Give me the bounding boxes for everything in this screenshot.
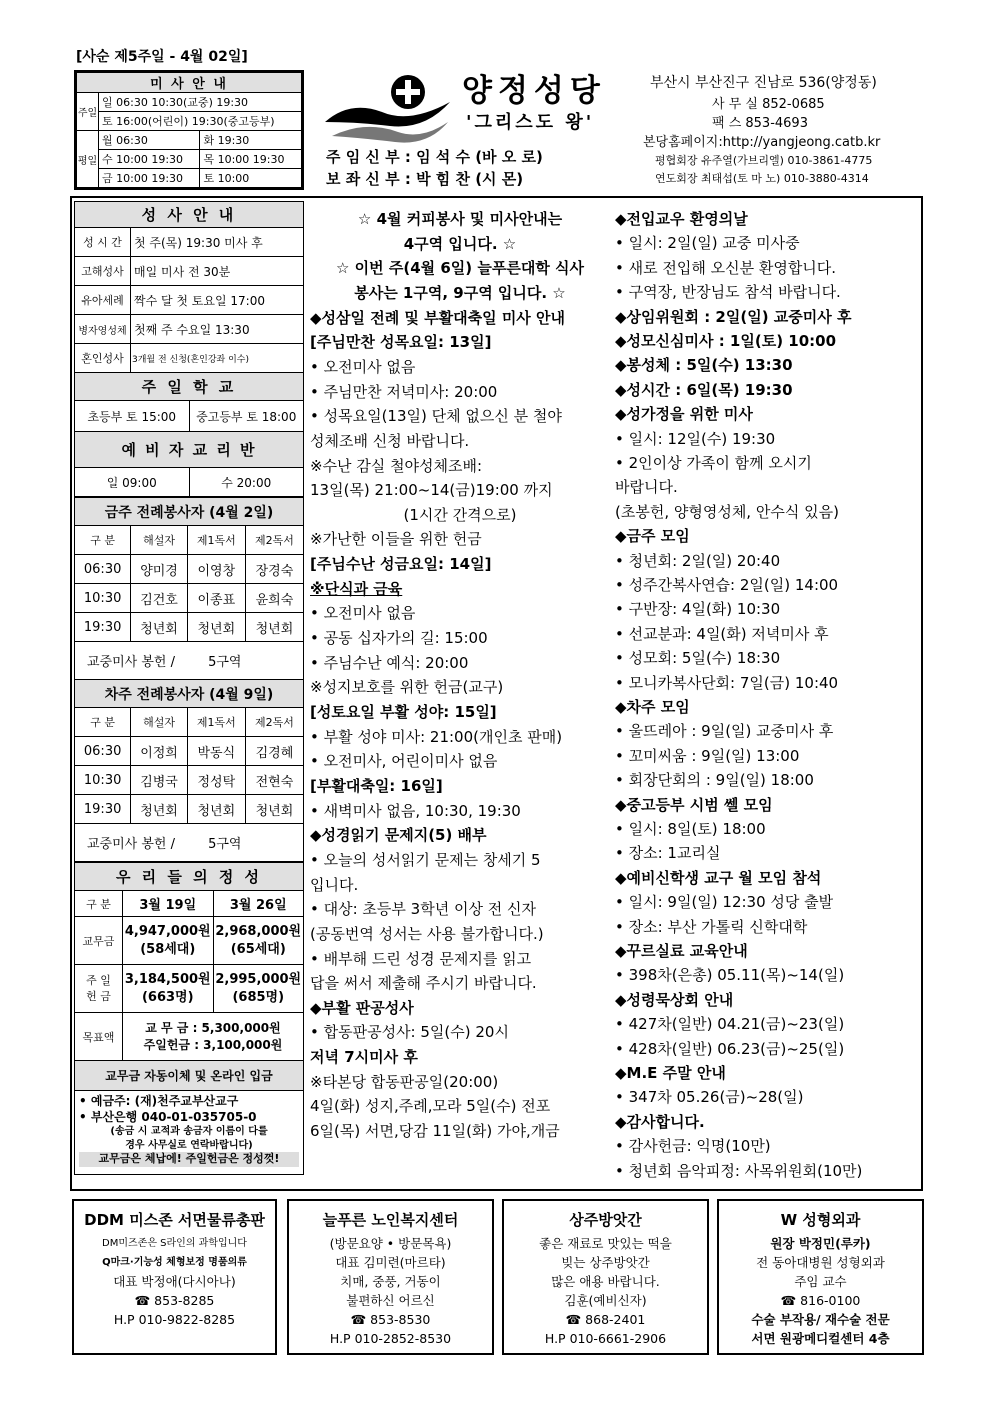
parish-subtitle: '그리스도 왕'	[466, 112, 595, 133]
advertisement	[287, 1199, 494, 1355]
servers-this-title: 금주 전례봉사자 (4월 2일)	[75, 498, 304, 526]
date-label: [사순 제5주일 - 4월 02일]	[76, 49, 248, 65]
offering-count: (663명)	[141, 989, 194, 1005]
fax: 팩 스 853-4693	[712, 116, 808, 131]
ad-line: ☎ 853-8530	[350, 1312, 431, 1327]
notice-line: [부활대축일: 16일]	[310, 776, 443, 795]
servers-header: 해설자	[131, 526, 188, 555]
advertisement	[502, 1199, 709, 1355]
table-row	[75, 737, 304, 766]
sunday-school-middle-high: 중고등부 토 18:00	[196, 409, 297, 424]
ad-line: 불편하신 어르신	[346, 1293, 435, 1308]
offering-label: 교무금	[75, 917, 123, 965]
ad-line: Q마크·기능성 체형보정 명품의류	[102, 1257, 247, 1268]
notice-line: ☆ 이번 주(4월 6일) 늘푸른대학 식사	[335, 259, 585, 278]
ad-line: 서면 원광메디컬센터 4층	[751, 1331, 890, 1346]
ad-line: ☎ 868-2401	[565, 1312, 646, 1327]
advertisement	[717, 1199, 924, 1355]
cell: 김경혜	[245, 737, 303, 766]
notice-line: ◆봉성체 : 5일(수) 13:30	[615, 356, 793, 375]
cell: 청년회	[245, 613, 303, 642]
offering-count: (58세대)	[140, 941, 196, 957]
ad-line: H.P 010-9822-8285	[113, 1312, 236, 1327]
weekday-thu: 목 10:00 19:30	[200, 150, 302, 169]
cell: 정성탁	[187, 766, 245, 795]
notice-line: 6일(목) 서면,당감 11일(화) 가야,개금	[310, 1122, 560, 1141]
sacrament-label: 혼인성사	[75, 344, 131, 373]
sunday-row-2: 토 16:00(어린이) 19:30(중고등부)	[99, 112, 302, 131]
notice-line: • 오전미사, 어린이미사 없음	[310, 752, 498, 771]
advertisement	[72, 1199, 277, 1355]
notice-line: • 선교분과: 4일(화) 저녁미사 후	[615, 624, 829, 643]
notice-line: • 구반장: 4일(화) 10:30	[615, 600, 781, 619]
notice-line: • 합동판공성사: 5일(수) 20시	[310, 1023, 509, 1042]
sunday-row-1: 일 06:30 10:30(교중) 19:30	[99, 93, 302, 112]
notice-line: ◆성삼일 전례 및 부활대축일 미사 안내	[310, 308, 565, 327]
catechumen-wednesday: 수 20:00	[221, 475, 272, 490]
ad-title: DDM 미스존 서면물류총판	[84, 1211, 265, 1229]
cell: 이정희	[131, 737, 188, 766]
offering-label: 주 일	[86, 974, 111, 988]
notice-line: 4구역 입니다. ☆	[403, 234, 517, 253]
mass-schedule-box	[74, 70, 304, 190]
servers-header: 제1독서	[187, 526, 245, 555]
notice-line: • 427차(일반) 04.21(금)~23(일)	[615, 1015, 845, 1034]
cell: 청년회	[187, 795, 245, 824]
notice-line: • 구역장, 반장님도 참석 바랍니다.	[615, 283, 841, 302]
address: 부산시 부산진구 진남로 536(양정동)	[650, 75, 877, 91]
notice-line: • 주님수난 예식: 20:00	[310, 653, 469, 672]
offering-header: 3월 19일	[123, 891, 214, 917]
notice-line: • 일시: 12일(수) 19:30	[615, 429, 776, 448]
notice-line: 바랍니다.	[615, 478, 678, 497]
sacrament-value: 짝수 달 첫 토요일 17:00	[131, 286, 304, 315]
notice-line: • 회장단회의 : 9일(일) 18:00	[615, 771, 814, 790]
notice-line: • 오전미사 없음	[310, 604, 416, 623]
chairman: 평협회장 유주열(가브리엘) 010-3861-4775	[655, 154, 873, 167]
cell: 청년회	[131, 795, 188, 824]
weekday-mon: 월 06:30	[99, 131, 200, 150]
ad-line: 전 동아대병원 성형외과	[756, 1255, 885, 1270]
offering-label: 헌 금	[86, 989, 111, 1003]
ad-line: 좋은 재료로 맛있는 떡을	[539, 1236, 672, 1251]
notice-line: [성토요일 부활 성야: 15일]	[310, 703, 497, 721]
cell: 김건호	[131, 584, 188, 613]
notice-line: • 배부해 드린 성경 문제지를 읽고	[310, 949, 532, 968]
offer-value: 5구역	[208, 655, 242, 670]
offering-title: 우 리 들 의 정 성	[75, 863, 304, 891]
cell: 전현숙	[245, 766, 303, 795]
ad-line: DM미즈존은 S라인의 과학입니다	[102, 1238, 247, 1249]
cell: 19:30	[75, 795, 131, 824]
sacrament-value: 첫 주(목) 19:30 미사 후	[131, 228, 304, 257]
offering-count: (685명)	[232, 989, 285, 1005]
offer-value: 5구역	[208, 837, 242, 852]
cell: 김병국	[131, 766, 188, 795]
table-row	[75, 555, 304, 584]
notice-line: ☆ 4월 커피봉사 및 미사안내는	[357, 210, 563, 228]
notice-line: [주님만찬 성목요일: 13일]	[310, 333, 492, 352]
cell: 청년회	[245, 795, 303, 824]
ad-line: H.P 010-2852-8530	[329, 1331, 452, 1346]
sunday-school-elementary: 초등부 토 15:00	[75, 401, 189, 431]
sunday-label: 주일	[77, 93, 99, 131]
offering-count: (65세대)	[230, 941, 286, 957]
notice-line: ◆감사합니다.	[615, 1112, 705, 1131]
notice-line: • 장소: 1교리실	[615, 844, 721, 863]
cell: 박동식	[187, 737, 245, 766]
ad-line: ☎ 853-8285	[134, 1293, 215, 1308]
notice-line: ◆성가정을 위한 미사	[615, 405, 753, 424]
notice-line: ◆중고등부 시범 쎌 모임	[615, 795, 773, 814]
ad-line: 많은 애용 바랍니다.	[551, 1274, 660, 1289]
notice-line: • 부활 성야 미사: 21:00(개인초 판매)	[310, 727, 563, 746]
notice-line: • 일시: 9일(일) 12:30 성당 출발	[615, 893, 834, 912]
cell: 양미경	[131, 555, 188, 584]
servers-header: 구 분	[75, 526, 131, 555]
notice-line: 답을 써서 제출해 주시기 바랍니다.	[310, 974, 537, 993]
cell: 장경숙	[245, 555, 303, 584]
notice-line: (1시간 간격으로)	[403, 505, 517, 524]
cell: 10:30	[75, 766, 131, 795]
ad-line: 대표 김미련(마르타)	[335, 1255, 446, 1270]
assistant-pastor: 보 좌 신 부 : 박 힘 찬 (시 몬)	[326, 170, 524, 188]
cell: 06:30	[75, 555, 131, 584]
bank-note: (송금 시 교적과 송금자 이름이 다를	[110, 1126, 268, 1138]
cell: 이종표	[187, 584, 245, 613]
cell: 이영창	[187, 555, 245, 584]
offering-value: 2,968,000원	[215, 923, 302, 939]
ad-line: H.P 010-6661-2906	[544, 1331, 667, 1346]
notice-line: ◆부활 판공성사	[310, 998, 414, 1017]
servers-header: 해설자	[131, 708, 188, 737]
servers-header: 제1독서	[187, 708, 245, 737]
catechumen-title: 예 비 자 교 리 반	[75, 432, 304, 468]
notice-line: • 모니카복사단회: 7일(금) 10:40	[615, 673, 839, 692]
notice-line: ◆금주 모임	[615, 527, 690, 546]
yeondo-chairman: 연도회장 최태섭(토 마 노) 010-3880-4314	[655, 172, 869, 185]
bank-note: 경우 사무실로 연락바랍니다)	[125, 1139, 253, 1151]
notice-line: • 장소: 부산 가톨릭 신학대학	[615, 917, 808, 936]
parish-logo-icon	[320, 72, 455, 147]
target-collection: 주일헌금 : 3,100,000원	[143, 1037, 283, 1052]
cell: 윤희숙	[245, 584, 303, 613]
servers-header: 제2독서	[245, 526, 303, 555]
notice-line: ※성지보호를 위한 헌금(교구)	[310, 678, 504, 697]
cell: 청년회	[187, 613, 245, 642]
servers-header: 제2독서	[245, 708, 303, 737]
ad-line: 주임 교수	[794, 1274, 847, 1289]
notice-line: • 성주간복사연습: 2일(일) 14:00	[615, 576, 839, 594]
ad-line: 치매, 중풍, 거동이	[340, 1274, 441, 1289]
target-tithe: 교 무 금 : 5,300,000원	[145, 1020, 281, 1035]
notice-line: ※단식과 금육	[310, 579, 403, 598]
ad-line: 빚는 상주방앗간	[561, 1255, 650, 1270]
notice-line: ※타본당 합동판공일(20:00)	[310, 1072, 499, 1091]
notice-line: (초봉헌, 양형영성체, 안수식 있음)	[615, 502, 839, 521]
mass-title: 미 사 안 내	[77, 73, 302, 93]
table-row	[75, 766, 304, 795]
table-row	[75, 795, 304, 824]
cell: 청년회	[131, 613, 188, 642]
notice-line: • 오전미사 없음	[310, 357, 416, 376]
notice-line: (공동번역 성서는 사용 불가합니다.)	[310, 924, 544, 943]
notice-line: 봉사는 1구역, 9구역 입니다. ☆	[354, 283, 566, 302]
notice-line: ◆성령묵상회 안내	[615, 990, 734, 1009]
ad-title: 상주방앗간	[569, 1211, 642, 1229]
weekday-label: 평일	[77, 131, 99, 188]
parish-name: 양정성당	[462, 73, 606, 109]
notice-line: • 울뜨레아 : 9일(일) 교중미사 후	[615, 722, 834, 741]
ad-title: 늘푸른 노인복지센터	[322, 1211, 459, 1229]
notice-line: • 새로 전입해 오신분 환영합니다.	[615, 258, 837, 277]
ad-line: 수술 부작용/ 재수술 전문	[751, 1312, 890, 1327]
notice-line: • 오늘의 성서읽기 문제는 창세기 5	[310, 850, 541, 869]
ad-line: 원장 박정민(루카)	[770, 1236, 871, 1251]
notice-line: ※가난한 이들을 위한 헌금	[310, 530, 482, 549]
notice-line: • 주님만찬 저녁미사: 20:00	[310, 382, 498, 401]
offer-label: 교중미사 봉헌 /	[87, 837, 175, 852]
catechumen-sunday: 일 09:00	[75, 468, 189, 496]
sidebar	[74, 201, 304, 1175]
offering-header: 3월 26일	[213, 891, 304, 917]
sacraments-title: 성 사 안 내	[75, 202, 304, 228]
notice-line: 성체조배 신청 바랍니다.	[310, 431, 470, 450]
bank-slogan: 교무금은 체납에! 주일헌금은 정성껏!	[79, 1152, 299, 1167]
notice-line: ◆성시간 : 6일(목) 19:30	[615, 380, 793, 399]
notice-line: ◆상임위원회 : 2일(일) 교중미사 후	[615, 307, 852, 326]
notice-line: 입니다.	[310, 875, 359, 894]
notice-line: • 청년회: 2일(일) 20:40	[615, 551, 781, 570]
cell: 06:30	[75, 737, 131, 766]
sunday-school-title: 주 일 학 교	[75, 373, 304, 401]
notice-line: ◆꾸르실료 교육안내	[615, 942, 748, 960]
notice-line: • 공동 십자가의 길: 15:00	[310, 629, 488, 648]
weekday-fri: 금 10:00 19:30	[99, 169, 200, 188]
notice-line: ※수난 감실 철야성체조배:	[310, 456, 483, 475]
notice-line: • 일시: 8일(토) 18:00	[615, 820, 766, 838]
notice-line: • 꼬미씨움 : 9일(일) 13:00	[615, 746, 800, 765]
offering-value: 3,184,500원	[124, 971, 211, 987]
weekday-wed: 수 10:00 19:30	[99, 150, 200, 169]
bank-account: • 부산은행 040-01-035705-0	[79, 1110, 257, 1125]
sacrament-value: 3개월 전 신청(혼인강좌 이수)	[131, 344, 304, 373]
sacrament-label: 병자영성체	[75, 315, 131, 344]
table-row	[75, 613, 304, 642]
notice-line: • 감사헌금: 익명(10만)	[615, 1137, 771, 1156]
ad-line: ☎ 816-0100	[780, 1293, 861, 1308]
notice-line: ◆차주 모임	[615, 698, 690, 716]
sacrament-value: 매일 미사 전 30분	[131, 257, 304, 286]
ad-line: 김훈(예비신자)	[564, 1293, 647, 1308]
servers-header: 구 분	[75, 708, 131, 737]
sacrament-label: 유아세례	[75, 286, 131, 315]
notice-line: 13일(목) 21:00~14(금)19:00 까지	[310, 481, 553, 500]
notice-line: [주님수난 성금요일: 14일]	[310, 555, 492, 574]
notice-line: • 청년회 음악피정: 사목위원회(10만)	[615, 1161, 863, 1180]
notice-line: ◆예비신학생 교구 월 모임 참석	[615, 868, 822, 887]
servers-next-title: 차주 전례봉사자 (4월 9일)	[75, 680, 304, 708]
notice-line: • 347차 05.26(금)~28(일)	[615, 1088, 804, 1107]
notice-line: ◆성모신심미사 : 1일(토) 10:00	[615, 332, 837, 350]
ad-title: W 성형외과	[780, 1211, 861, 1229]
notice-line: • 새벽미사 없음, 10:30, 19:30	[310, 801, 521, 820]
notice-line: ◆M.E 주말 안내	[615, 1064, 726, 1082]
offering-header: 구 분	[75, 891, 123, 917]
sacrament-value: 첫째 주 수요일 13:30	[131, 315, 304, 344]
notice-line: • 일시: 2일(일) 교중 미사중	[615, 234, 800, 253]
notice-line: • 성모회: 5일(수) 18:30	[615, 649, 781, 668]
notice-line: • 428차(일반) 06.23(금)~25(일)	[615, 1039, 845, 1058]
offering-target-label: 목표액	[75, 1013, 123, 1061]
bank-title: 교무금 자동이체 및 온라인 입금	[75, 1061, 304, 1091]
office-phone: 사 무 실 852-0685	[712, 97, 825, 112]
pastor: 주 임 신 부 : 임 석 수 (바 오 로)	[326, 148, 543, 166]
sacrament-label: 고해성사	[75, 257, 131, 286]
notice-line: • 398차(은총) 05.11(목)~14(일)	[615, 966, 845, 985]
bank-holder: • 예금주: (재)천주교부산교구	[79, 1094, 239, 1108]
notice-line: • 성목요일(13일) 단체 없으신 분 철야	[310, 407, 562, 426]
weekday-sat: 토 10:00	[200, 169, 302, 188]
ad-line: 대표 박정애(다시아나)	[113, 1274, 236, 1289]
notice-line: • 대상: 초등부 3학년 이상 전 신자	[310, 900, 536, 919]
notice-line: • 2인이상 가족이 함께 오시기	[615, 454, 812, 472]
cell: 10:30	[75, 584, 131, 613]
weekday-tue: 화 19:30	[200, 131, 302, 150]
notice-line: ◆전입교우 환영의날	[615, 210, 748, 228]
table-row	[75, 584, 304, 613]
notice-line: 저녁 7시미사 후	[310, 1048, 418, 1067]
notice-line: ◆성경읽기 문제지(5) 배부	[310, 826, 487, 845]
offer-label: 교중미사 봉헌 /	[87, 655, 175, 670]
homepage-link[interactable]: 본당홈페이지:http://yangjeong.catb.kr	[643, 135, 881, 150]
ad-line: (방문요양 • 방문목욕)	[329, 1236, 452, 1251]
cell: 19:30	[75, 613, 131, 642]
notice-line: 4일(화) 성지,주례,모라 5일(수) 전포	[310, 1097, 551, 1116]
sacrament-label: 성 시 간	[75, 228, 131, 257]
offering-value: 4,947,000원	[124, 923, 211, 939]
offering-value: 2,995,000원	[215, 971, 302, 987]
